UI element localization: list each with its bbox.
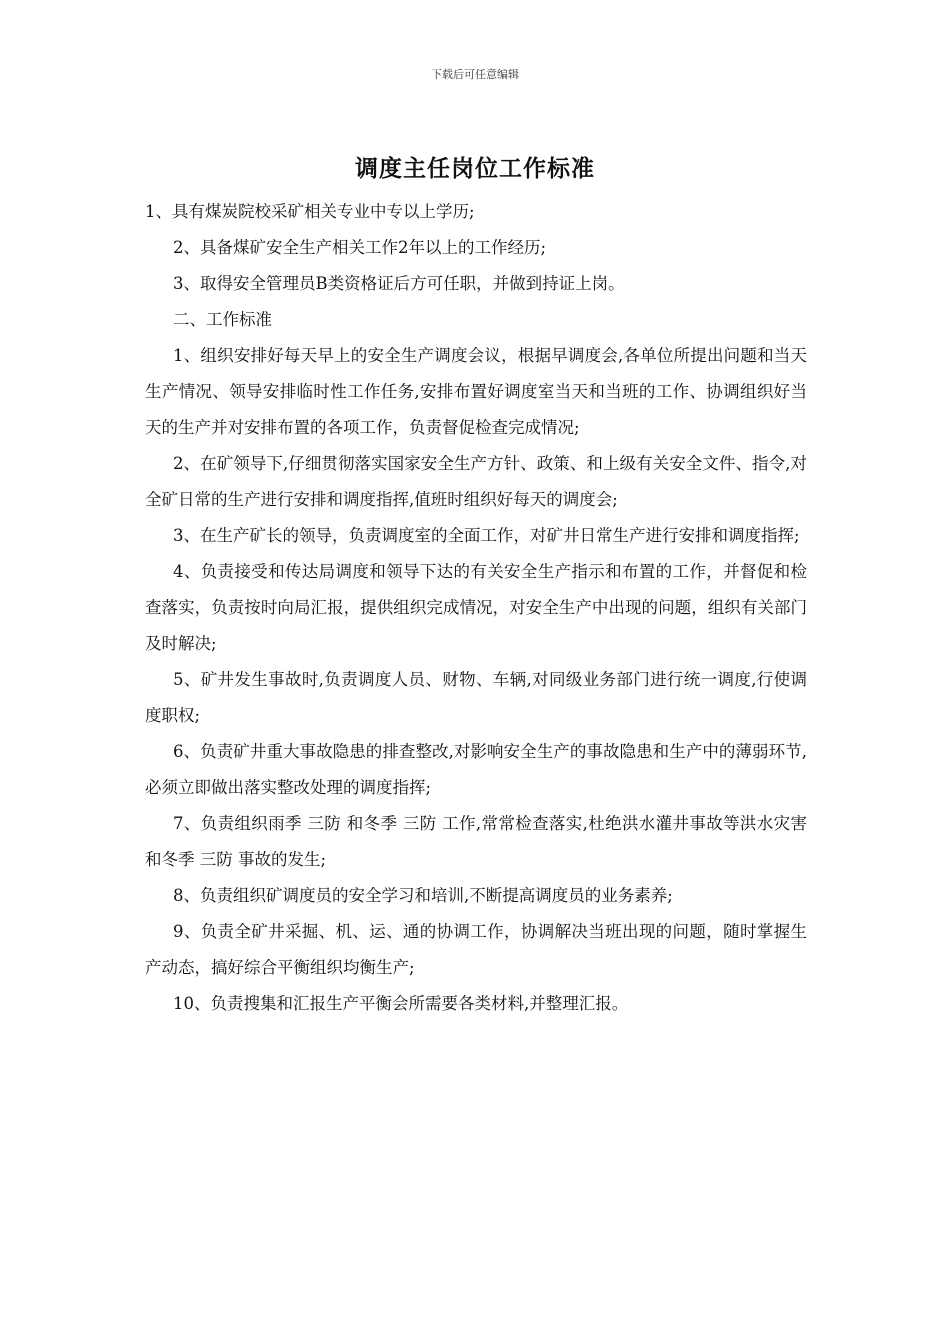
paragraph: 5、矿井发生事故时,负责调度人员、财物、车辆,对同级业务部门进行统一调度,行使调度职权; (145, 670, 807, 725)
paragraph: 10、负责搜集和汇报生产平衡会所需要各类材料,并整理汇报。 (173, 994, 629, 1013)
paragraph: 8、负责组织矿调度员的安全学习和培训,不断提高调度员的业务素养; (173, 886, 673, 905)
paragraph: 1、具有煤炭院校采矿相关专业中专以上学历; (145, 202, 475, 221)
paragraph: 9、负责全矿井采掘、机、运、通的协调工作，协调解决当班出现的问题，随时掌握生产动态，搞好综合平衡组织均衡生产; (145, 922, 807, 977)
paragraph: 2、在矿领导下,仔细贯彻落实国家安全生产方针、政策、和上级有关安全文件、指令,对全矿日常的生产进行安排和调度指挥,值班时组织好每天的调度会; (145, 454, 807, 509)
paragraph: 6、负责矿井重大事故隐患的排查整改,对影响安全生产的事故隐患和生产中的薄弱环节,必须立即做出落实整改处理的调度指挥; (145, 742, 807, 797)
paragraph: 7、负责组织雨季 三防 和冬季 三防 工作,常常检查落实,杜绝洪水灌井事故等洪水灾害和冬季 三防 事故的发生; (145, 814, 807, 869)
paragraph: 3、在生产矿长的领导，负责调度室的全面工作，对矿井日常生产进行安排和调度指挥; (173, 526, 800, 545)
section-heading: 二、工作标准 (173, 310, 272, 329)
paragraph: 2、具备煤矿安全生产相关工作2年以上的工作经历; (173, 238, 547, 257)
page-header: 下载后可任意编辑 (431, 68, 519, 81)
paragraph: 1、组织安排好每天早上的安全生产调度会议，根据早调度会,各单位所提出问题和当天生产情况、领导安排临时性工作任务,安排布置好调度室当天和当班的工作、协调组织好当天的生产并对安排布置的各项工作，负责督促检查完成情况; (145, 346, 807, 437)
document-body (145, 194, 807, 1022)
document-title: 调度主任岗位工作标准 (355, 156, 595, 182)
paragraph: 4、负责接受和传达局调度和领导下达的有关安全生产指示和布置的工作，并督促和检查落实，负责按时向局汇报，提供组织完成情况，对安全生产中出现的问题，组织有关部门及时解决; (145, 562, 807, 653)
paragraph: 3、取得安全管理员B类资格证后方可任职，并做到持证上岗。 (173, 274, 625, 293)
